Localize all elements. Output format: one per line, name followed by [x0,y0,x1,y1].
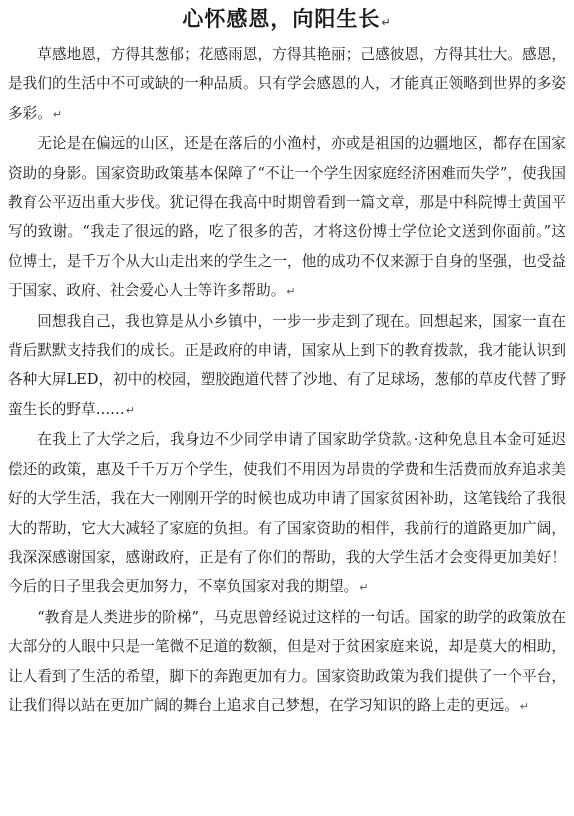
paragraph-1 [8,40,566,129]
paragraph-mark-icon: ↵ [359,581,369,595]
paragraph-mark-icon: ↵ [52,107,63,121]
paragraph-1-text: 草感地恩，方得其葱郁；花感雨恩，方得其艳丽；己感彼恩，方得其壮大。感恩，是我们的生活中不可或缺的一种品质。只有学会感恩的人，才能真正领略到世界的多姿多彩。 [8,46,566,122]
paragraph-4-text: 在我上了大学之后，我身边不少同学申请了国家助学贷款。·这种免息且本金可延迟偿还的政策，惠及千千万万个学生，使我们不用因为昂贵的学费和生活费而放弃追求美好的大学生活，我在大一刚刚开学的时候也成功申请了国家贫困补助，这笔钱给了我很大的帮助，它大大减轻了家庭的负担。有了国家资助的相伴，我前行的道路更加广阔，我深深感谢国家，感谢政府，正是有了你们的帮助，我的大学生活才会变得更加美好！今后的日子里我会更加努力，不辜负国家对我的期望。 [8,431,566,596]
paragraph-mark-icon: ↵ [381,16,392,29]
paragraph-2-text: 无论是在偏远的山区，还是在落后的小渔村，亦或是祖国的边疆地区，都存在国家资助的身影。国家资助政策基本保障了“不让一个学生因家庭经济困难而失学”，使我国教育公平迈出重大步伐。犹记得在我高中时期曾看到一篇文章，那是中科院博士黄国平写的致谢。“我走了很远的路，吃了很多的苦，才将这份博士学位论文送到你面前。”这位博士，是千万个从大山走出来的学生之一，他的成功不仅来源于自身的坚强，也受益于国家、政府、社会爱心人士等许多帮助。 [8,135,566,300]
paragraph-5-text: “教育是人类进步的阶梯”，马克思曾经说过这样的一句话。国家的助学的政策放在大部分的人眼中只是一笔微不足道的数额，但是对于贫困家庭来说，却是莫大的相助，让人看到了生活的希望，脚下的奔跑更加有力。国家资助政策为我们提供了一个平台，让我们得以站在更加广阔的舞台上追求自己梦想，在学习知识的路上走的更远。 [8,608,566,714]
paragraph-4 [8,425,566,602]
document-title-text: 心怀感恩，向阳生长 [182,7,381,31]
paragraph-mark-icon: ↵ [519,699,530,713]
paragraph-3-text: 回想我自己，我也算是从小乡镇中，一步一步走到了现在。回想起来，国家一直在背后默默支持我们的成长。正是政府的申请，国家从上到下的教育拨款，我才能认识到各种大屏LED，初中的校园，塑胶跑道代替了沙地、有了足球场，葱郁的草皮代替了野蛮生长的野草…… [8,312,566,418]
paragraph-3 [8,307,566,426]
document-title [8,6,566,36]
paragraph-mark-icon: ↵ [125,403,135,417]
paragraph-mark-icon: ↵ [286,285,296,299]
paragraph-2 [8,129,566,306]
paragraph-5 [8,603,566,722]
